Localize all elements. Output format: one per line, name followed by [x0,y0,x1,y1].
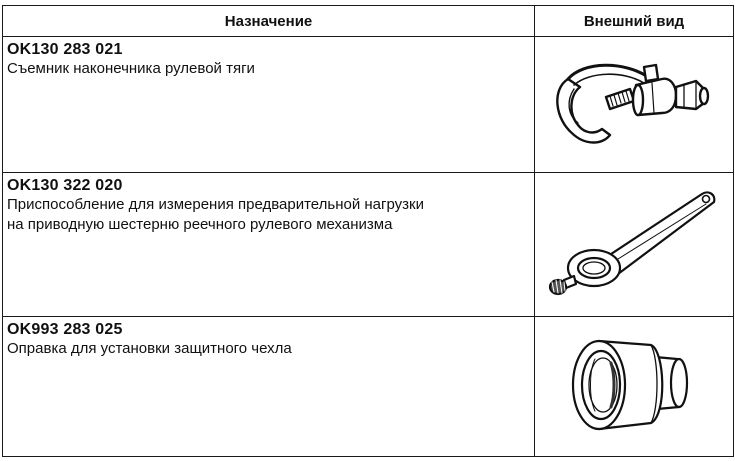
header-appearance: Внешний вид [535,6,734,37]
purpose-cell [3,316,535,456]
table-row [3,316,734,456]
appearance-cell [535,37,734,173]
table-row [3,172,734,316]
tool-description-line-2: на приводную шестерню реечного рулевого механизма [7,215,393,233]
tie-rod-end-puller-icon [544,49,724,159]
tool-description: Оправка для установки защитного чехла [7,339,292,357]
purpose-cell [3,37,535,173]
tool-code: OK130 322 020 [7,176,123,194]
table-header-row [3,6,734,37]
tool-description-line-1: Приспособление для измерения предварительной нагрузки [7,195,424,213]
special-tools-table [2,5,734,457]
tool-code: OK993 283 025 [7,320,123,338]
preload-measuring-wrench-icon [542,182,727,307]
purpose-cell [3,172,535,316]
appearance-cell [535,316,734,456]
appearance-cell [535,172,734,316]
tool-code: OK130 283 021 [7,41,123,58]
tool-description: Съемник наконечника рулевой тяги [7,60,255,77]
table-row [3,37,734,173]
header-purpose: Назначение [3,6,535,37]
boot-installer-mandrel-icon [559,329,709,444]
